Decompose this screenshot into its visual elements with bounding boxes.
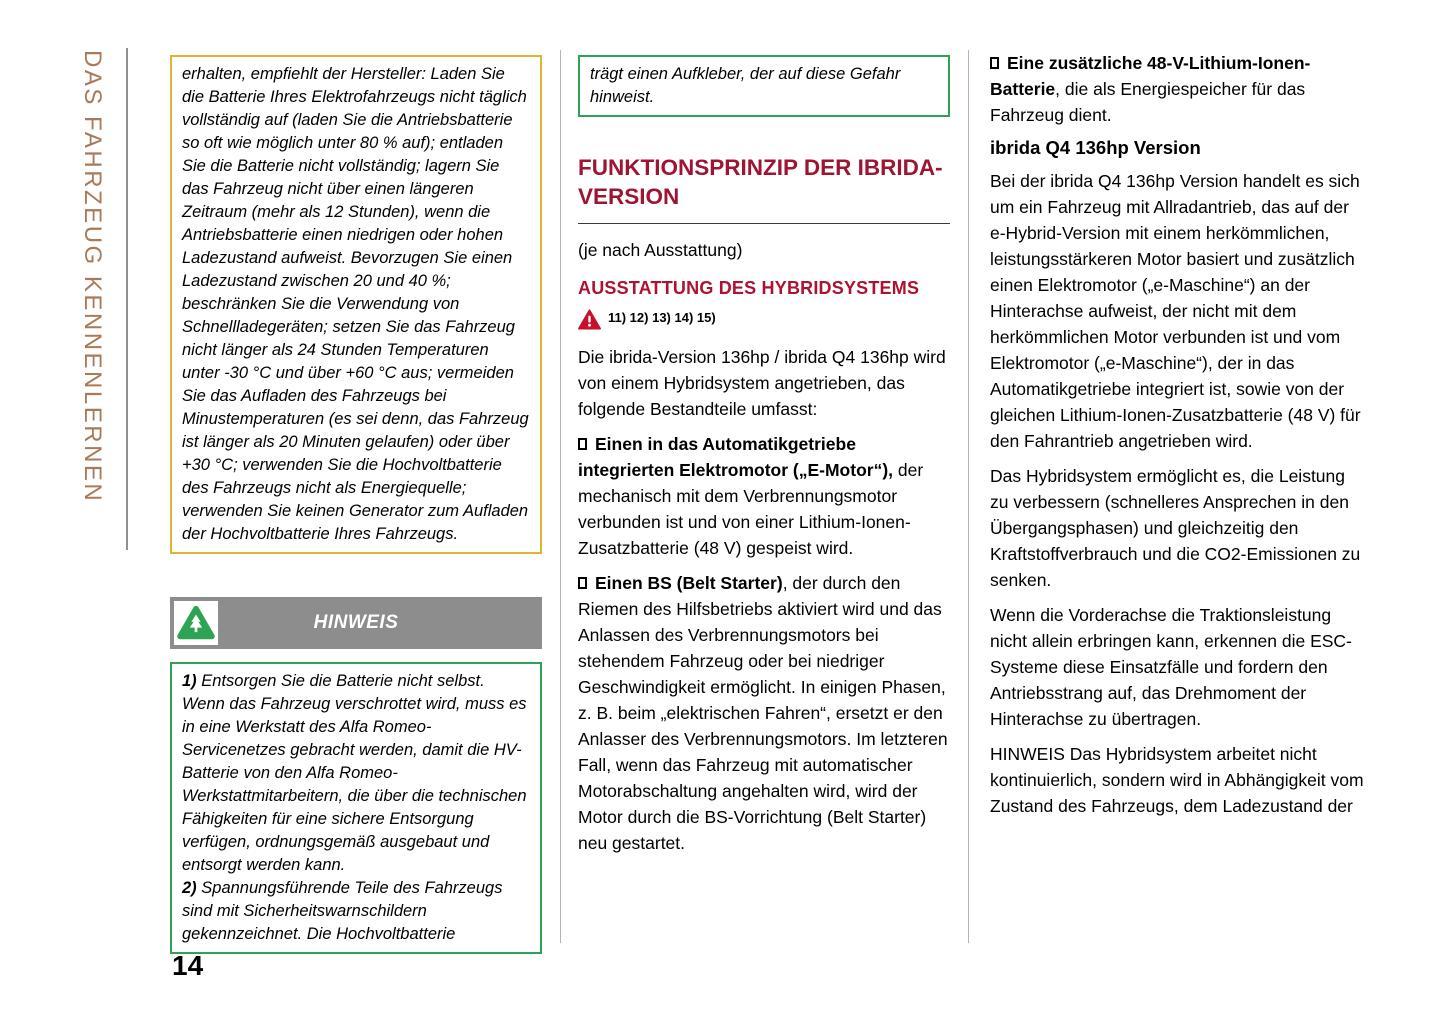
bullet-lead: Eine zusätzliche 48-V-Lithium-Ionen-Batterie	[990, 53, 1311, 99]
caution-box-text: erhalten, empfiehlt der Hersteller: Laden Sie die Batterie Ihres Elektrofahrzeugs nicht täglich vollständig auf (laden Sie die Antriebsbatterie so oft wie möglich unter 80 % auf); entladen Sie die Batterie nicht vollständig; lagern Sie das Fahrzeug nicht über einen längeren Zeitraum (mehr als 12 Stunden), wenn die Antriebsbatterie einen niedrigen oder hohen Ladezustand aufweist. Bevorzugen Sie einen Ladezustand zwischen 20 und 40 %; beschränken Sie die Verwendung von Schnellladegeräten; setzen Sie das Fahrzeug nicht länger als 24 Stunden Temperaturen unter -30 °C und über +60 °C aus; vermeiden Sie das Aufladen des Fahrzeugs bei Minustemperaturen (es sei denn, das Fahrzeug ist länger als 20 Minuten gelaufen) oder über +30 °C; verwenden Sie die Hochvoltbatterie des Fahrzeugs nicht als Energiequelle; verwenden Sie keinen Generator zum Aufladen der Hochvoltbatterie Ihres Fahrzeugs.	[182, 65, 529, 543]
bullet-rest: , die als Energiespeicher für das Fahrzeug dient.	[990, 79, 1306, 125]
bullet-rest: der mechanisch mit dem Verbrennungsmotor verbunden ist und von einer Lithium-Ionen-Zusatzbatterie (48 V) gespeist wird.	[578, 460, 924, 558]
footnote-text: Spannungsführende Teile des Fahrzeugs sind mit Sicherheitswarnschildern gekennzeichnet. Die Hochvoltbatterie	[182, 879, 503, 943]
bullet-lead: Einen in das Automatikgetriebe integrierten Elektromotor („E-Motor“),	[578, 434, 894, 480]
bullet-item	[578, 570, 950, 856]
warning-footnote-refs: 11) 12) 13) 14) 15)	[608, 310, 716, 325]
square-bullet-icon	[578, 438, 587, 450]
subsection-heading: ibrida Q4 136hp Version	[990, 137, 1201, 158]
subsection-heading: AUSSTATTUNG DES HYBRIDSYSTEMS	[578, 278, 920, 298]
caution-box-battery-charging	[170, 55, 542, 554]
body-paragraph: HINWEIS Das Hybridsystem arbeitet nicht kontinuierlich, sondern wird in Abhängigkeit vom Zustand des Fahrzeugs, dem Ladezustand der	[990, 744, 1364, 816]
hinweis-banner-label: HINWEIS	[313, 612, 399, 633]
footnote-item	[182, 670, 530, 877]
bullet-item	[578, 431, 950, 561]
footnote-box	[170, 662, 542, 954]
footnote-number: 2)	[182, 879, 197, 897]
body-paragraph: Bei der ibrida Q4 136hp Version handelt es sich um ein Fahrzeug mit Allradantrieb, das auf der e-Hybrid-Version mit einem herkömmlichen, leistungsstärkeren Motor basiert und zusätzlich einen Elektromotor („e-Maschine“) an der Hinterachse aufweist, der nicht mit dem herkömmlichen Motor verbunden ist und vom Elektromotor („e-Maschine“), der in das Automatikgetriebe integriert ist, sowie von der gleichen Lithium-Ionen-Zusatzbatterie (48 V) für den Fahrantrieb angetrieben wird.	[990, 171, 1361, 451]
column-3	[990, 50, 1368, 819]
body-paragraph: Das Hybridsystem ermöglicht es, die Leistung zu verbessern (schnelleres Ansprechen in den Übergangsphasen) und gleichzeitig den Kraftstoffverbrauch und die CO2-Emissionen zu senken.	[990, 466, 1361, 590]
warning-reference-row	[578, 309, 950, 335]
square-bullet-icon	[990, 57, 999, 69]
section-heading: FUNKTIONSPRINZIP DER IBRIDA-VERSION	[578, 153, 950, 224]
bullet-rest: , der durch den Riemen des Hilfsbetriebs aktiviert wird und das Anlassen des Verbrennungsmotors bei stehendem Fahrzeug oder bei niedriger Geschwindigkeit ermöglicht. In einigen Phasen, z. B. beim „elektrischen Fahren“, ersetzt er den Anlasser des Verbrennungsmotors. Im letzteren Fall, wenn das Fahrzeug mit automatischer Motorabschaltung angehalten wird, wird der Motor durch die BS-Vorrichtung (Belt Starter) neu gestartet.	[578, 573, 948, 853]
hinweis-banner	[170, 597, 542, 649]
caution-box-text: trägt einen Aufkleber, der auf diese Gefahr hinweist.	[590, 65, 901, 106]
caution-box-sticker	[578, 55, 950, 117]
column-divider	[968, 50, 969, 943]
intro-paragraph: Die ibrida-Version 136hp / ibrida Q4 136hp wird von einem Hybridsystem angetrieben, das folgende Bestandteile umfasst:	[578, 347, 946, 419]
bullet-lead: Einen BS (Belt Starter)	[595, 573, 783, 593]
eco-icon	[174, 601, 218, 645]
footnote-text: Entsorgen Sie die Batterie nicht selbst. Wenn das Fahrzeug verschrottet wird, muss es in eine Werkstatt des Alfa Romeo-Servicenetzes gebracht werden, damit die HV-Batterie von den Alfa Romeo-Werkstattmitarbeitern, die über die technischen Fähigkeiten für eine sichere Entsorgung verfügen, ordnungsgemäß ausgebaut und entsorgt werden kann.	[182, 672, 527, 874]
variant-note: (je nach Ausstattung)	[578, 240, 743, 260]
footnote-number: 1)	[182, 672, 197, 690]
page-number: 14	[172, 950, 204, 981]
square-bullet-icon	[578, 577, 587, 589]
footnote-item	[182, 877, 530, 946]
column-2	[578, 55, 950, 856]
sidebar-chapter-label: DAS FAHRZEUG KENNENLERNEN	[79, 50, 106, 504]
sidebar-rule	[126, 48, 128, 550]
warning-triangle-icon	[578, 309, 601, 335]
column-divider	[560, 50, 561, 943]
body-paragraph: Wenn die Vorderachse die Traktionsleistung nicht allein erbringen kann, erkennen die ESC-Systeme diese Einsatzfälle und fordern den Antriebsstrang auf, das Drehmoment der Hinterachse zu übertragen.	[990, 605, 1352, 729]
bullet-item	[990, 50, 1368, 128]
